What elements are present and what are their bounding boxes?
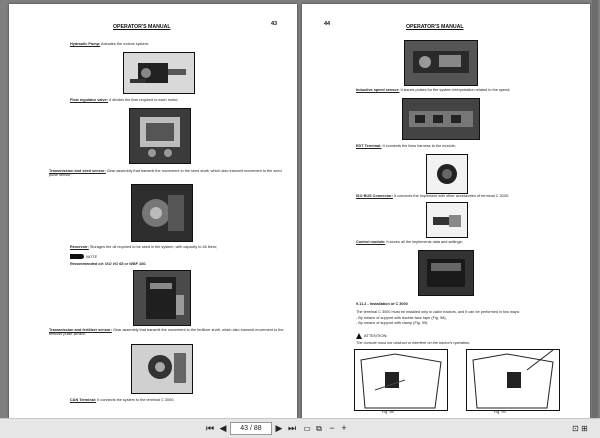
photo-iso-bus-connector bbox=[426, 202, 468, 238]
note-text: Recommended oil: ISO VG 68 or WBF 100. bbox=[70, 262, 147, 266]
section-title: 9.11.2 - Installation of C 3000 bbox=[356, 302, 408, 306]
item-hydraulic-pump: Hydraulic Pump: Actuates the motors system; bbox=[70, 42, 149, 46]
photo-reservoir bbox=[133, 270, 191, 326]
attention-text: The console must not obstruct or interfere on the tractor's operation. bbox=[356, 341, 471, 345]
note-label: NOTE bbox=[86, 254, 98, 259]
item-can-terminal: CAN Terminal: It connects the system to the terminal C 3000; bbox=[70, 398, 175, 402]
item-iso-bus-connector: ISO BUS Connector: It connects the implement with other accessories of terminal C 3000; bbox=[356, 194, 509, 198]
figure-98 bbox=[354, 349, 448, 411]
attention-row bbox=[356, 333, 387, 339]
pdf-toolbar bbox=[0, 418, 600, 438]
zoom-in-button[interactable]: + bbox=[341, 423, 347, 433]
page-header: OPERATOR'S MANUAL bbox=[113, 24, 171, 30]
page-number: 43 bbox=[271, 21, 278, 27]
attention-label: ATTENTION: bbox=[364, 333, 388, 339]
item-transmission-fertilizer-sensor: Transmission and fertilizer sensor: Gear assembly that transmit the movement to the fertilizer shaft, which also transmit movement to the fertilizer pulse sensor; bbox=[49, 328, 284, 337]
photo-top-sensor bbox=[404, 40, 478, 86]
photo-inductive-speed-sensor bbox=[402, 98, 480, 140]
item-reservoir: Reservoir: Storages the oil required to be used in the system, with capacity to 46 liters; bbox=[70, 245, 217, 249]
fit-page-icon[interactable]: ▭ bbox=[303, 424, 311, 433]
section-text: The terminal C 3000 must be installed only in cabin tractors, and it can be performed in two ways: bbox=[356, 310, 520, 314]
photo-transmission-fertilizer bbox=[131, 344, 193, 394]
item-inductive-speed-sensor: Inductive speed sensor: It issues pulses for the system interpretation related to the speed; bbox=[356, 88, 511, 92]
photo-hydraulic-pump bbox=[123, 52, 195, 94]
figure-label: Fig. 99 bbox=[494, 410, 506, 414]
page-number-input[interactable]: 43 / 88 bbox=[230, 422, 272, 435]
note-row bbox=[70, 254, 97, 259]
page-number: 44 bbox=[324, 21, 331, 27]
photo-control-module bbox=[418, 250, 474, 296]
zoom-out-button[interactable]: − bbox=[329, 423, 335, 433]
photo-transmission-seed bbox=[131, 184, 193, 242]
warning-icon bbox=[356, 333, 362, 339]
photo-flow-regulator bbox=[129, 108, 191, 164]
previous-page-button[interactable]: ◀ bbox=[219, 423, 227, 433]
figure-99 bbox=[466, 349, 560, 411]
bullet-item: - By means of support with clamp (Fig. 99). bbox=[356, 321, 429, 325]
first-page-button[interactable]: ⏮ bbox=[205, 423, 215, 433]
page-right bbox=[302, 4, 590, 418]
last-page-button[interactable]: ⏭ bbox=[287, 423, 297, 433]
next-page-button[interactable]: ▶ bbox=[275, 423, 283, 433]
figure-label: Fig. 98 bbox=[382, 410, 394, 414]
page-header: OPERATOR'S MANUAL bbox=[406, 24, 464, 30]
item-control-module: Control module: It stores all the implements data and settings; bbox=[356, 240, 463, 244]
view-tools[interactable]: ⊡ ⊞ bbox=[572, 424, 588, 433]
page-left bbox=[9, 4, 297, 418]
item-flow-regulator: Flow regulator valve: It divides the flow required to each motor; bbox=[70, 98, 179, 102]
item-edt-terminal: EDT Terminal: It connects the lines harness to the module; bbox=[356, 144, 456, 148]
bullet-item: - By means of support with double-face tape (Fig. 98); bbox=[356, 316, 447, 320]
item-transmission-seed-sensor: Transmission and seed sensor: Gear assembly that transmit the movement to the seed shaft, which also transmit movement to the seed pulse sensor; bbox=[49, 169, 282, 178]
photo-edt-terminal bbox=[426, 154, 468, 194]
two-page-icon[interactable]: ⧉ bbox=[316, 424, 322, 433]
pointing-hand-icon bbox=[70, 254, 84, 259]
vertical-scrollbar[interactable] bbox=[592, 0, 598, 418]
